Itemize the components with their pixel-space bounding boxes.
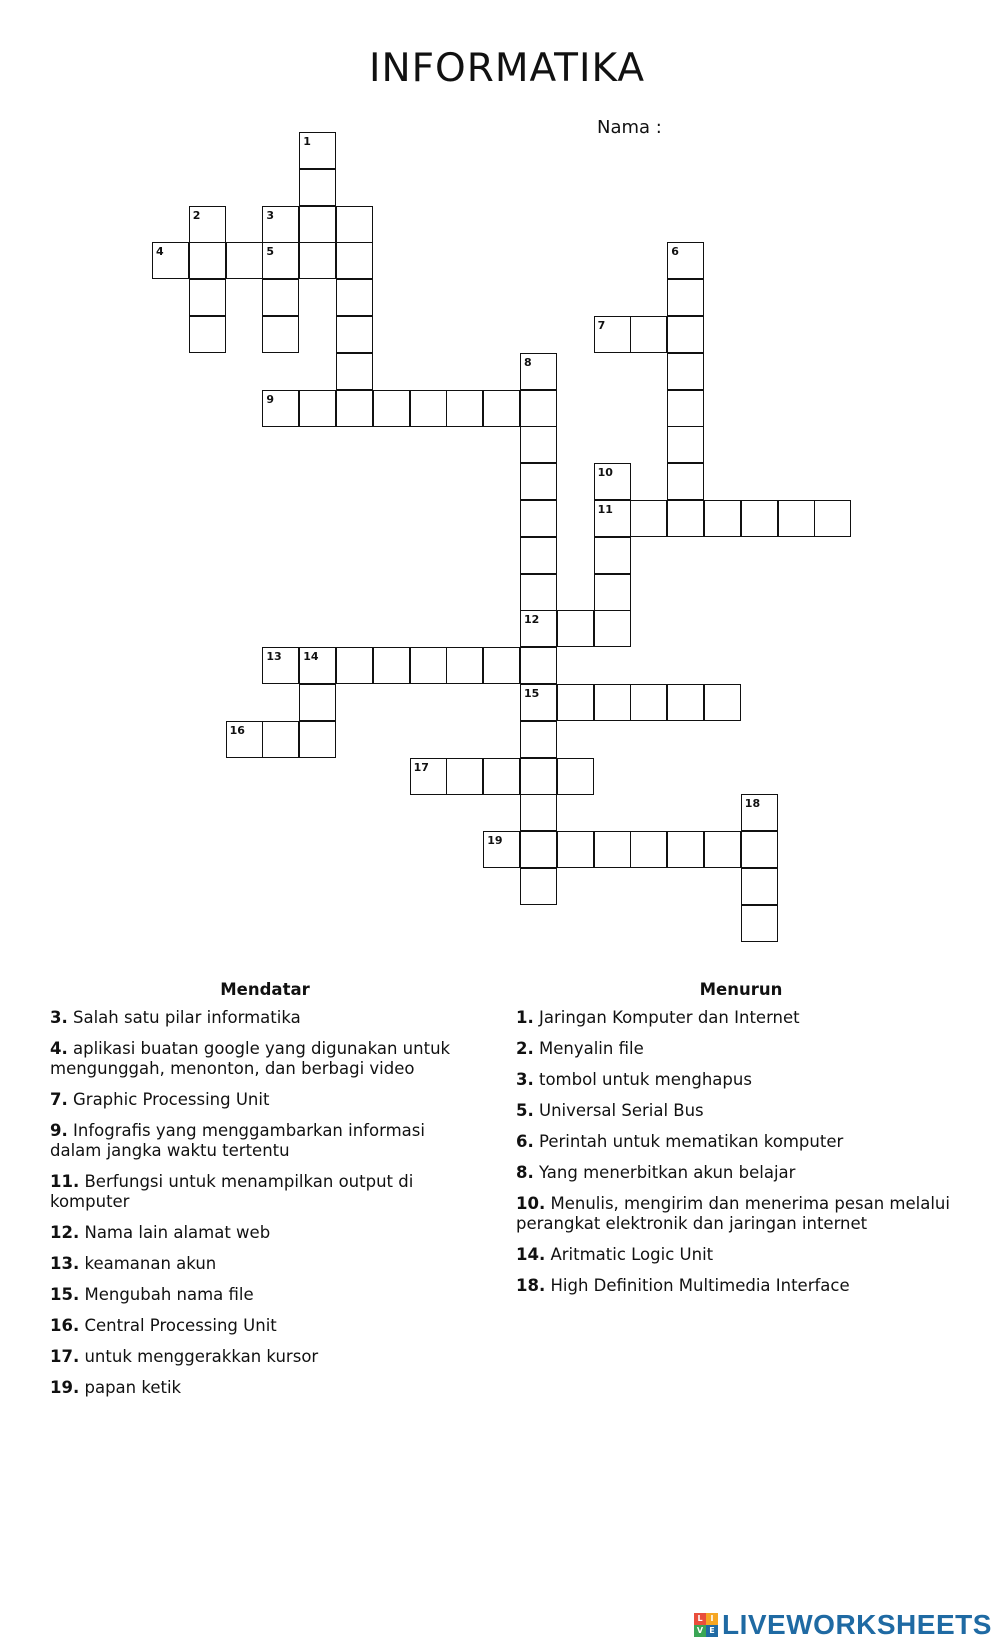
crossword-cell[interactable] <box>630 316 667 353</box>
letter-input[interactable] <box>631 317 666 352</box>
clue-number: 2 <box>192 208 201 222</box>
letter-input[interactable] <box>227 722 262 757</box>
letter-input[interactable] <box>595 464 630 499</box>
clue-text: papan ketik <box>79 1378 182 1397</box>
letter-input[interactable] <box>595 501 630 536</box>
clue-number: 3. <box>516 1070 534 1089</box>
crossword-cell[interactable] <box>520 831 557 868</box>
clue-number: 12. <box>50 1223 80 1242</box>
letter-input[interactable] <box>300 648 335 683</box>
crossword-cell[interactable] <box>741 831 778 868</box>
clue-number: 17 <box>413 760 429 774</box>
crossword-cell-10[interactable] <box>594 463 631 500</box>
clue-item <box>50 1090 480 1110</box>
crossword-cell[interactable] <box>262 721 299 758</box>
clue-number: 7 <box>597 319 606 332</box>
crossword-cell[interactable] <box>520 574 557 611</box>
letter-input[interactable] <box>411 391 446 426</box>
clue-item <box>50 1039 480 1079</box>
crossword-cell[interactable] <box>667 390 704 427</box>
clue-number: 5. <box>516 1101 534 1120</box>
letter-input[interactable] <box>668 243 703 278</box>
clue-item <box>50 1254 480 1274</box>
clue-text: keamanan akun <box>79 1254 217 1273</box>
clue-item <box>50 1285 480 1305</box>
letter-input[interactable] <box>558 611 593 646</box>
crossword-cell[interactable] <box>336 353 373 390</box>
crossword-cell-18[interactable] <box>741 794 778 831</box>
logo-mark-icon <box>694 1613 718 1637</box>
clue-text: Berfungsi untuk menampilkan output di komputer <box>50 1172 414 1211</box>
clue-item <box>516 1070 966 1090</box>
crossword-cell[interactable] <box>741 868 778 905</box>
letter-input[interactable] <box>337 648 372 683</box>
logo-letter: V <box>694 1625 706 1637</box>
logo-letter: I <box>706 1613 718 1625</box>
crossword-cell[interactable] <box>446 390 483 427</box>
clue-number: 8. <box>516 1163 534 1182</box>
letter-input[interactable] <box>595 575 630 610</box>
letter-input[interactable] <box>447 391 482 426</box>
crossword-cell-6[interactable] <box>667 242 704 279</box>
clue-number: 17. <box>50 1347 80 1366</box>
letter-input[interactable] <box>668 317 703 352</box>
crossword-cell[interactable] <box>483 647 520 684</box>
clue-text: Infografis yang menggambarkan informasi dalam jangka waktu tertentu <box>50 1121 425 1160</box>
down-heading: Menurun <box>699 980 783 999</box>
letter-input[interactable] <box>484 391 519 426</box>
clue-item <box>50 1316 480 1336</box>
crossword-cell-17[interactable] <box>410 758 447 795</box>
crossword-cell[interactable] <box>594 610 631 647</box>
clue-item <box>516 1008 966 1028</box>
crossword-cell-7[interactable] <box>594 316 631 353</box>
clue-text: Yang menerbitkan akun belajar <box>533 1163 796 1182</box>
letter-input[interactable] <box>521 832 556 867</box>
clue-number: 11. <box>50 1172 80 1191</box>
crossword-cell[interactable] <box>520 647 557 684</box>
letter-input[interactable] <box>300 133 335 168</box>
clue-number: 4. <box>50 1039 68 1058</box>
clue-item <box>516 1163 966 1183</box>
crossword-cell[interactable] <box>336 242 373 279</box>
clue-number: 8 <box>524 355 532 369</box>
crossword-cell[interactable] <box>520 794 557 831</box>
letter-input[interactable] <box>263 317 298 352</box>
letter-input[interactable] <box>484 759 519 794</box>
letter-input[interactable] <box>521 501 556 536</box>
clue-number: 6 <box>671 245 679 259</box>
clue-text: Universal Serial Bus <box>533 1101 704 1120</box>
letter-input[interactable] <box>595 538 630 573</box>
clue-item <box>50 1121 480 1161</box>
letter-input[interactable] <box>521 759 556 794</box>
letter-input[interactable] <box>668 685 703 720</box>
crossword-cell[interactable] <box>189 316 226 353</box>
logo-letter: E <box>706 1625 718 1637</box>
letter-input[interactable] <box>668 501 703 536</box>
crossword-cell[interactable] <box>189 279 226 316</box>
crossword-cell[interactable] <box>336 647 373 684</box>
crossword-cell[interactable] <box>373 390 410 427</box>
crossword-cell-4[interactable] <box>152 242 189 279</box>
letter-input[interactable] <box>631 685 666 720</box>
letter-input[interactable] <box>190 207 225 242</box>
letter-input[interactable] <box>227 243 262 278</box>
letter-input[interactable] <box>705 685 740 720</box>
crossword-cell-3[interactable] <box>262 206 299 243</box>
crossword-cell[interactable] <box>299 721 336 758</box>
letter-input[interactable] <box>742 869 777 904</box>
crossword-cell[interactable] <box>373 647 410 684</box>
crossword-cell[interactable] <box>189 242 226 279</box>
letter-input[interactable] <box>815 501 850 536</box>
clue-number: 18. <box>516 1276 546 1295</box>
crossword-cell[interactable] <box>446 647 483 684</box>
clue-text: Central Processing Unit <box>79 1316 277 1335</box>
clue-text: Perintah untuk mematikan komputer <box>533 1132 844 1151</box>
letter-input[interactable] <box>521 685 556 720</box>
clue-number: 16 <box>229 723 245 737</box>
letter-input[interactable] <box>374 391 409 426</box>
crossword-cell[interactable] <box>741 905 778 942</box>
crossword-cell[interactable] <box>667 500 704 537</box>
clue-number: 13 <box>266 650 282 664</box>
letter-input[interactable] <box>374 648 409 683</box>
letter-input[interactable] <box>337 280 372 315</box>
clue-item <box>50 1008 480 1028</box>
crossword-cell[interactable] <box>520 537 557 574</box>
crossword-cell[interactable] <box>667 353 704 390</box>
clue-text: Graphic Processing Unit <box>67 1090 270 1109</box>
crossword-cell[interactable] <box>410 647 447 684</box>
crossword-cell[interactable] <box>336 316 373 353</box>
crossword-cell[interactable] <box>630 831 667 868</box>
letter-input[interactable] <box>337 391 372 426</box>
letter-input[interactable] <box>300 170 335 205</box>
clue-number: 14. <box>516 1245 546 1264</box>
clue-item <box>516 1039 966 1059</box>
letter-input[interactable] <box>595 685 630 720</box>
crossword-cell[interactable] <box>594 831 631 868</box>
letter-input[interactable] <box>263 280 298 315</box>
crossword-cell[interactable] <box>483 758 520 795</box>
letter-input[interactable] <box>337 354 372 389</box>
crossword-cell-8[interactable] <box>520 353 557 390</box>
clue-number: 15 <box>524 687 540 700</box>
letter-input[interactable] <box>263 243 298 278</box>
page-title: INFORMATIKA <box>368 46 646 91</box>
crossword-cell[interactable] <box>483 390 520 427</box>
crossword-cell-1[interactable] <box>299 132 336 169</box>
letter-input[interactable] <box>668 354 703 389</box>
clue-number: 11 <box>597 503 613 516</box>
letter-input[interactable] <box>668 280 703 315</box>
crossword-cell[interactable] <box>667 463 704 500</box>
crossword-cell-12[interactable] <box>520 610 557 647</box>
clue-number: 19 <box>487 834 503 848</box>
letter-input[interactable] <box>447 759 482 794</box>
crossword-cell[interactable] <box>667 426 704 463</box>
letter-input[interactable] <box>742 906 777 941</box>
crossword-cell[interactable] <box>520 500 557 537</box>
letter-input[interactable] <box>705 501 740 536</box>
clue-text: Menulis, mengirim dan menerima pesan melalui perangkat elektronik dan jaringan internet <box>516 1194 950 1233</box>
crossword-cell[interactable] <box>704 831 741 868</box>
across-clues <box>50 980 480 1409</box>
letter-input[interactable] <box>263 391 298 426</box>
letter-input[interactable] <box>337 207 372 242</box>
clue-number: 19. <box>50 1378 80 1397</box>
crossword-cell[interactable] <box>520 463 557 500</box>
crossword-cell[interactable] <box>299 206 336 243</box>
clue-text: untuk menggerakkan kursor <box>79 1347 319 1366</box>
letter-input[interactable] <box>631 832 666 867</box>
letter-input[interactable] <box>742 795 777 830</box>
crossword-cell[interactable] <box>741 500 778 537</box>
letter-input[interactable] <box>521 427 556 462</box>
crossword-cell[interactable] <box>262 279 299 316</box>
crossword-cell-11[interactable] <box>594 500 631 537</box>
clue-text: Jaringan Komputer dan Internet <box>533 1008 800 1027</box>
clue-number: 1. <box>516 1008 534 1027</box>
letter-input[interactable] <box>411 759 446 794</box>
letter-input[interactable] <box>484 832 519 867</box>
letter-input[interactable] <box>558 832 593 867</box>
clue-number: 6. <box>516 1132 534 1151</box>
clue-number: 1 <box>303 135 311 148</box>
letter-input[interactable] <box>668 391 703 426</box>
letter-input[interactable] <box>263 722 298 757</box>
crossword-cell[interactable] <box>520 868 557 905</box>
letter-input[interactable] <box>190 243 225 278</box>
letter-input[interactable] <box>668 832 703 867</box>
letter-input[interactable] <box>521 611 556 646</box>
letter-input[interactable] <box>300 722 335 757</box>
crossword-cell-16[interactable] <box>226 721 263 758</box>
crossword-cell-13[interactable] <box>262 647 299 684</box>
letter-input[interactable] <box>300 207 335 242</box>
clue-number: 10. <box>516 1194 546 1213</box>
letter-input[interactable] <box>595 611 630 646</box>
crossword-cell-9[interactable] <box>262 390 299 427</box>
clue-text: tombol untuk menghapus <box>533 1070 752 1089</box>
clue-number: 3 <box>266 208 275 222</box>
crossword-cell[interactable] <box>226 242 263 279</box>
clue-text: Salah satu pilar informatika <box>67 1008 301 1027</box>
letter-input[interactable] <box>263 207 298 242</box>
clue-item <box>50 1347 480 1367</box>
clue-item <box>50 1378 480 1398</box>
letter-input[interactable] <box>411 648 446 683</box>
letter-input[interactable] <box>300 243 335 278</box>
letter-input[interactable] <box>668 464 703 499</box>
clue-number: 7. <box>50 1090 68 1109</box>
letter-input[interactable] <box>337 317 372 352</box>
clue-item <box>516 1276 966 1296</box>
clue-number: 10 <box>597 466 613 480</box>
clue-number: 2. <box>516 1039 534 1058</box>
crossword-cell[interactable] <box>667 831 704 868</box>
crossword-cell[interactable] <box>520 721 557 758</box>
logo-text: LIVEWORKSHEETS <box>722 1609 992 1640</box>
crossword-cell[interactable] <box>630 500 667 537</box>
crossword-cell[interactable] <box>557 684 594 721</box>
letter-input[interactable] <box>484 648 519 683</box>
crossword-cell[interactable] <box>299 242 336 279</box>
letter-input[interactable] <box>521 391 556 426</box>
crossword-cell[interactable] <box>336 390 373 427</box>
letter-input[interactable] <box>190 280 225 315</box>
letter-input[interactable] <box>558 759 593 794</box>
crossword-cell[interactable] <box>594 684 631 721</box>
letter-input[interactable] <box>521 538 556 573</box>
crossword-cell[interactable] <box>667 684 704 721</box>
clue-number: 15. <box>50 1285 80 1304</box>
crossword-cell[interactable] <box>667 316 704 353</box>
crossword-cell[interactable] <box>520 390 557 427</box>
letter-input[interactable] <box>705 832 740 867</box>
crossword-cell-5[interactable] <box>262 242 299 279</box>
letter-input[interactable] <box>153 243 188 278</box>
letter-input[interactable] <box>631 501 666 536</box>
letter-input[interactable] <box>521 464 556 499</box>
clue-text: High Definition Multimedia Interface <box>545 1276 850 1295</box>
letter-input[interactable] <box>521 648 556 683</box>
clue-text: aplikasi buatan google yang digunakan untuk mengunggah, menonton, dan berbagi video <box>50 1039 451 1078</box>
clue-item <box>50 1223 480 1243</box>
clue-number: 3. <box>50 1008 68 1027</box>
crossword-cell-14[interactable] <box>299 647 336 684</box>
letter-input[interactable] <box>447 648 482 683</box>
letter-input[interactable] <box>300 685 335 720</box>
letter-input[interactable] <box>521 869 556 904</box>
crossword-cell[interactable] <box>557 610 594 647</box>
letter-input[interactable] <box>742 501 777 536</box>
down-clue-list <box>516 1008 966 1296</box>
crossword-cell-15[interactable] <box>520 684 557 721</box>
letter-input[interactable] <box>263 648 298 683</box>
letter-input[interactable] <box>337 243 372 278</box>
letter-input[interactable] <box>190 317 225 352</box>
letter-input[interactable] <box>521 795 556 830</box>
logo-letter: L <box>694 1613 706 1625</box>
clue-text: Mengubah nama file <box>79 1285 254 1304</box>
liveworksheets-logo <box>694 1610 992 1640</box>
clue-number: 9. <box>50 1121 68 1140</box>
crossword-cell[interactable] <box>630 684 667 721</box>
crossword-cell[interactable] <box>299 390 336 427</box>
crossword-cell[interactable] <box>299 684 336 721</box>
crossword-cell[interactable] <box>704 500 741 537</box>
clue-number: 13. <box>50 1254 80 1273</box>
crossword-cell[interactable] <box>299 169 336 206</box>
crossword-cell[interactable] <box>594 574 631 611</box>
letter-input[interactable] <box>595 832 630 867</box>
letter-input[interactable] <box>595 317 630 352</box>
down-clues <box>516 980 966 1307</box>
crossword-cell[interactable] <box>814 500 851 537</box>
letter-input[interactable] <box>742 832 777 867</box>
letter-input[interactable] <box>558 685 593 720</box>
clue-number: 12 <box>524 613 540 627</box>
clue-number: 4 <box>156 245 164 259</box>
crossword-cell-19[interactable] <box>483 831 520 868</box>
crossword-cell[interactable] <box>594 537 631 574</box>
clue-number: 5 <box>266 245 275 259</box>
clue-number: 18 <box>744 797 761 811</box>
crossword-cell[interactable] <box>336 206 373 243</box>
crossword-cell[interactable] <box>778 500 815 537</box>
clue-number: 16. <box>50 1316 80 1335</box>
across-clue-list <box>50 1008 480 1398</box>
crossword-cell[interactable] <box>520 426 557 463</box>
crossword-cell[interactable] <box>262 316 299 353</box>
letter-input[interactable] <box>521 722 556 757</box>
crossword-cell[interactable] <box>557 758 594 795</box>
clue-number: 14 <box>303 650 319 664</box>
crossword-cell[interactable] <box>446 758 483 795</box>
clue-item <box>516 1132 966 1152</box>
crossword-cell[interactable] <box>520 758 557 795</box>
crossword-cell[interactable] <box>704 684 741 721</box>
letter-input[interactable] <box>668 427 703 462</box>
clue-item <box>50 1172 480 1212</box>
crossword-cell[interactable] <box>667 279 704 316</box>
crossword-cell[interactable] <box>336 279 373 316</box>
letter-input[interactable] <box>521 575 556 610</box>
letter-input[interactable] <box>521 354 556 389</box>
clue-item <box>516 1245 966 1265</box>
clue-text: Nama lain alamat web <box>79 1223 271 1242</box>
crossword-cell-2[interactable] <box>189 206 226 243</box>
clue-text: Aritmatic Logic Unit <box>545 1245 714 1264</box>
clue-item <box>516 1101 966 1121</box>
letter-input[interactable] <box>779 501 814 536</box>
clue-number: 9 <box>266 392 275 406</box>
name-label: Nama : <box>597 117 662 138</box>
clue-item <box>516 1194 966 1234</box>
crossword-cell[interactable] <box>410 390 447 427</box>
crossword-cell[interactable] <box>557 831 594 868</box>
clue-text: Menyalin file <box>533 1039 644 1058</box>
letter-input[interactable] <box>300 391 335 426</box>
across-heading: Mendatar <box>220 980 310 999</box>
